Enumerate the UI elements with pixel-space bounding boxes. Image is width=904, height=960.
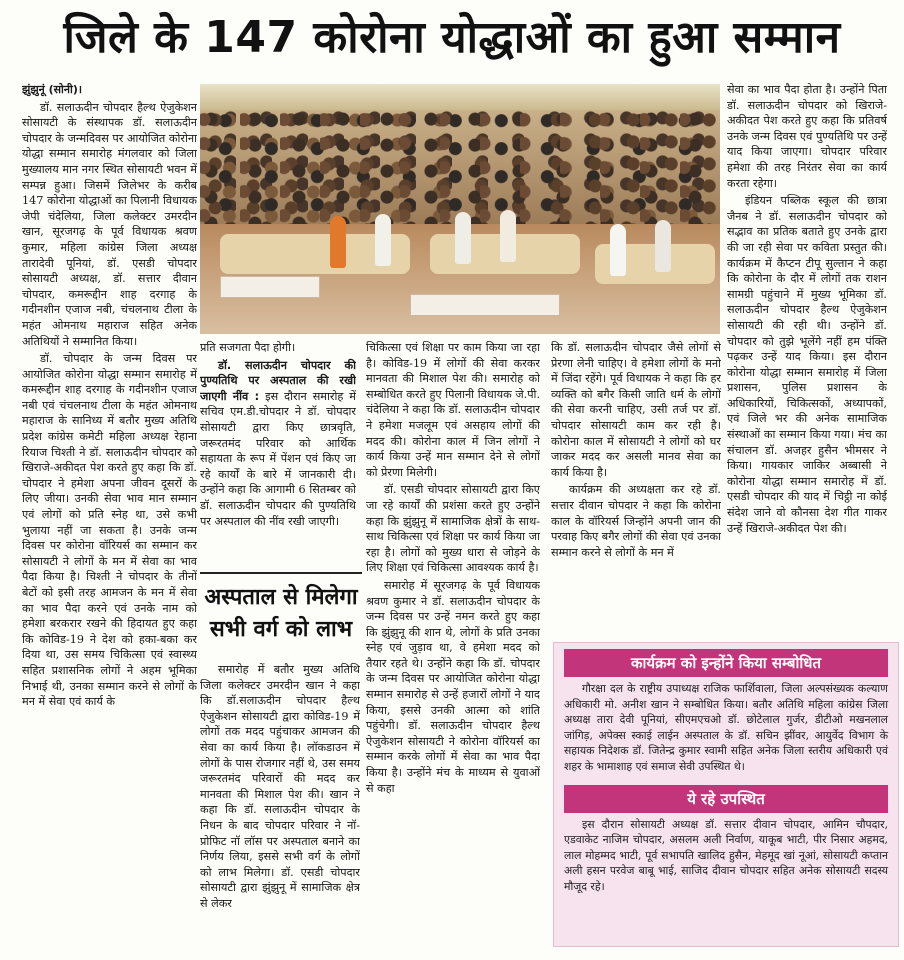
column-3 xyxy=(366,340,540,952)
photo-person xyxy=(500,210,516,262)
column-5 xyxy=(727,82,887,630)
photo-person xyxy=(375,214,391,266)
paragraph: प्रति सजगता पैदा होगी। xyxy=(200,341,296,354)
paragraph-text: इस दौरान समारोह में सचिव एम.डी.चोपदार ने डॉ. चोपदार सोसायटी द्वारा किए छात्रवृति, जरूरतमंद परिवार को आर्थिक सहायता के रूप में पेंशन एवं किए जा रहे कार्यों के बारे में जानकारी दी। उन्होंने कहा कि आगामी 6 सितम्बर को डॉ. सलाऊदीन चोपदार की पुण्यतिथि पर अस्पताल की नींव रखी जाएगी। xyxy=(200,389,356,528)
inline-subhead: डॉ. सलाऊदीन चोपदार की पुण्यतिथि पर अस्पताल की रखी जाएगी नींव : xyxy=(200,358,356,403)
column-2-top xyxy=(200,340,356,580)
paragraph xyxy=(200,358,356,530)
event-photo xyxy=(200,84,720,334)
section-heading: अस्पताल से मिलेगा सभी वर्ग को लाभ xyxy=(200,572,362,658)
paragraph: कार्यक्रम की अध्यक्षता कर रहे डॉ. सत्तार दीवान चोपदार ने कहा कि कोरोना काल के वॉरियर्स जिन्होंने अपनी जान की परवाह किए बगैर लोगों की सेवा एवं उनका सम्मान करने से लोगों के मन में xyxy=(551,483,721,559)
photo-person xyxy=(330,216,346,268)
paragraph: चिकित्सा एवं शिक्षा पर काम किया जा रहा है। कोविड-19 में लोगों की सेवा करकर मानवता की मिशाल पेश की। समारोह को सम्बोधित करते हुए पिलानी विधायक जे.पी. चंदेलिया ने कहा कि डॉ. सलाऊदीन चोपदार ने हमेशा मजलूम एवं असहाय लोगों की मदद की। कोरोना काल में जिन लोगों ने कार्य किया उन्हें मान सम्मान देने से लोगों को प्रेरणा मिलेगी। xyxy=(366,341,540,479)
dateline: झुंझुनूं (सोनी)। xyxy=(22,83,83,96)
headline: जिले के 147 कोरोना योद्धाओं का हुआ सम्मान xyxy=(63,12,841,63)
sidebar-box xyxy=(553,642,899,947)
photo-person xyxy=(455,212,471,264)
box-text-addressed xyxy=(554,677,898,779)
paragraph: डॉ. एसडी चोपदार सोसायटी द्वारा किए जा रहे कार्यों की प्रशंसा करते हुए उन्होंने कहा कि झुंझुनू में सामाजिक क्षेत्रों के साथ-साथ चिकित्सा एवं शिक्षा पर कार्य किया जा रहा है। लोगों को मुख्य धारा से जोड़ने के लिए शिक्षा एवं चिकित्सा आवश्यक कार्य है। xyxy=(366,483,540,575)
photo-person xyxy=(655,220,671,272)
photo-table xyxy=(410,294,560,316)
paragraph: सेवा का भाव पैदा होता है। उन्होंने पिता डॉ. सलाऊदीन चोपदार को खिराजे-अकीदत पेश करते हुए कहा कि प्रतिवर्ष उनके जन्म दिवस एवं पुण्यतिथि पर उन्हें याद किया जाएगा। चोपदार परिवार हमेशा की तरह निरंतर सेवा का कार्य करता रहेगा। xyxy=(727,83,887,190)
box-heading-addressed: कार्यक्रम को इन्होंने किया सम्बोधित xyxy=(564,649,888,677)
paragraph: कि डॉ. सलाऊदीन चोपदार जैसे लोगों से प्रेरणा लेनी चाहिए। वे हमेशा लोगों के मनो में जिंदा रहेंगे। पूर्व विधायक ने कहा कि हर व्यक्ति को बगैर किसी जाति धर्म के लोगों की सेवा करनी चाहिए, उसी तर्ज पर डॉ. चोपदार सोसायटी काम कर रही है। कोरोना काल में सोसायटी ने लोगों को घर जाकर मदद कर असली मानव सेवा का कार्य किया है। xyxy=(551,341,721,479)
column-1 xyxy=(22,82,197,950)
paragraph: समारोह में बतौर मुख्य अतिथि जिला कलेक्टर उमरदीन खान ने कहा कि डॉ.सलाऊदीन चोपदार हैल्थ ऐजुकेशन सोसायटी द्वारा कोविड-19 में लोगों तक मदद पहुंचाकर आमजन की सेवा का कार्य किया है। लॉकडाउन में लोगों के पास रोजगार नहीं थे, उस समय जरूरतमंद परिवारों की मदद कर मानवता की मिशाल पेश की। खान ने कहा कि डॉ. सलाऊदीन चोपदार के निधन के बाद चोपदार परिवार ने नॉ-प्रोफिट नॉ लॉस पर अस्पताल बनाने का निर्णय लिया, इससे सभी वर्ग के लोगों को लाभ मिलेगा। डॉ. एसडी चोपदार सोसायटी द्वारा झुंझुनू में सामाजिक क्षेत्र से लेकर xyxy=(200,663,360,910)
paragraph: इंडियन पब्लिक स्कूल की छात्रा जैनब ने डॉ. सलाऊदीन चोपदार को सद्भाव का प्रतिक बताते हुए उनके द्वारा की जा रही सेवा पर कविता प्रस्तुत की। कार्यक्रम में कैप्टन टीपू सुल्तान ने कहा कि कोरोना के दौर में लोगों तक राशन सामग्री पहुंचाने में मुख्य भूमिका डॉ. सलाऊदीन चोपदार हैल्थ ऐजुकेशन सोसायटी की रही थी। उन्होंने डॉ. चोपदार को तुझे भूलेंगे नहीं हम पंक्ति पढ़कर उन्हें याद किया। इस दौरान कोरोना योद्धा सम्मान समारोह में जिला प्रशासन, पुलिस प्रशासन के अधिकारियों, चिकित्सकों, अध्यापकों, एवं जिले भर की अनेक सामाजिक संस्थाओं का सम्मान किया गया। मंच का संचालन डॉ. अजहर हुसैन भीमसर ने किया। गायकार जाकिर अब्बासी ने कोरोना योद्धा सम्मान समारोह में डॉ. एसडी चोपदार की याद में चिट्ठी ना कोई संदेश जाने वो कौनसा देश गीत गाकर उन्हें खिराजे-अकीदत पेश की। xyxy=(727,194,887,535)
paragraph: इस दौरान सोसायटी अध्यक्ष डॉ. सत्तार दीवान चोपदार, आमिन चौपदार, एडवाकेट नाजिम चोपदार, असलम अली निर्वाण, याकूब भाटी, पीर निसार अहमद, लाल मोहम्मद भाटी, पूर्व सभापति खालिद हुसैन, मेहमूद खां नूआं, सोसायटी कप्तान अली हसन परवेज बाबू भाई, साजिद दीवान चोपदार सहित अनेक सोसायटी सदस्य मौजूद रहे। xyxy=(564,817,888,893)
paragraph: समारोह में सूरजगढ़ के पूर्व विधायक श्रवण कुमार ने डॉ. सलाऊदीन चोपदार के जन्म दिवस पर उन्हें नमन करते हुए कहा कि झुंझुनू की शान थे, लोगों के प्रति उनका स्नेह एवं जुड़ाव था, वे हमेशा मदद को तैयार रहते थे। उन्होंने कहा कि डॉ. चोपदार के जन्म दिवस पर आयोजित कोरोना योद्धा सम्मान समारोह से उन्हें हजारों लोगों ने याद किया, इससे उनकी आत्मा को शांति पहुंचेगी। डॉ. सलाऊदीन चोपदार हैल्थ ऐजुकेशन सोसायटी ने कोरोना वॉरियर्स का सम्मान करके लोगों में सेवा का भाव पैदा किया है। उन्होंने मंच के माध्यम से युवाओं से कहा xyxy=(366,578,540,795)
paragraph: गौरक्षा दल के राष्ट्रीय उपाध्यक्ष राजिक फार्शिवाला, जिला अल्पसंख्यक कल्याण अधिकारी मो. अनीश खान ने सम्बोधित किया। बतौर अतिथि महिला कांग्रेस जिला अध्यक्ष तारा देवी पूनियां, सीएमएचओ डॉ. छोटेलाल गुर्जर, डीटीओ मखनलाल जांगिड़, अपेक्स स्काई लाईन अस्पताल के डॉ. सचिन झींवर, आयुर्वेद विभाग के सहायक निदेशक डॉ. जितेन्द्र कुमार स्वामी सहित अनेक जिला स्तरीय अधिकारी एवं शहर के भामाशाह एवं समाज सेवी उपस्थित थे। xyxy=(564,682,888,773)
paragraph: डॉ. सलाऊदीन चोपदार हैल्थ ऐजुकेशन सोसायटी के संस्थापक डॉ. सलाऊदीन चोपदार के जन्मदिवस पर आयोजित कोरोना योद्धा सम्मान समारोह मंगलवार को जिला मुख्यालय मान नगर स्थित सोसायटी भवन में सम्पन्न हुआ। जिसमें जिलेभर के करीब 147 कोरोना योद्धाओं का पिलानी विधायक जेपी चंदेलिया, जिला कलेक्टर उमरदीन खान, सूरजगढ़ के पूर्व विधायक श्रवण कुमार, महिला कांग्रेस जिला अध्यक्ष तारादेवी पूनियां, डॉ. एसडी चोपदार सोसायटी अध्यक्ष, डॉ. सत्तार दीवान चोपदार, कमरूद्दीन शाह दरगाह के गदीनशीन एजाज नबी, चंचलनाथ टीला के महंत ओमनाथ महाराज सहित अनेक अतिथियों ने सम्मानित किया। xyxy=(22,100,197,348)
box-text-present xyxy=(554,813,898,899)
photo-person xyxy=(610,224,626,276)
paragraph: डॉ. चोपदार के जन्म दिवस पर आयोजित कोरोना योद्धा सम्मान समारोह में कमरूद्दीन शाह दरगाह के गदीनशीन एजाज नबी एवं चंचलनाथ टीला के महंत ओमनाथ महाराज के सानिध्य में बतौर मुख्य अतिथि प्रदेश कांग्रेस कमेटी महिला अध्यक्ष रेहाना रियाज चिश्ती ने डॉ. सलाऊदीन चोपदार को खिराजे-अकीदत पेश करते हुए कहा कि डॉ. चोपदार ने हमेशा अपना जीवन दूसरों के लिए जीया। उनकी सेवा भाव मान सम्मान एवं लोगों को प्रति स्नेह था, उसे कभी भुलाया नहीं जा सकता है। उनके जन्म दिवस पर कोरोना वॉरियर्स का सम्मान कर सोसायटी ने लोगों के मन में सेवा का भाव पैदा किया है। चिश्ती ने चोपदार के तीनों बेटों को इसी तरह आमजन के मन में सेवा का भाव पैदा करने एवं उनके नाम को हमेशा बरकरार रखने की हिदायत हुए कहा कि कोविड-19 ने देश को हका-बका कर दिया था, उस समय चिकित्सा एवं स्वास्थ्य सहित प्रशासनिक लोगों ने अहम भूमिका निभाई थी, उनका सम्मान करने से लोगों के मन में सेवा एवं कार्य के xyxy=(22,352,197,709)
column-2-bottom xyxy=(200,662,360,952)
photo-ceiling xyxy=(200,84,720,112)
photo-table xyxy=(220,276,320,298)
box-heading-present: ये रहे उपस्थित xyxy=(564,785,888,813)
column-4 xyxy=(551,340,721,640)
